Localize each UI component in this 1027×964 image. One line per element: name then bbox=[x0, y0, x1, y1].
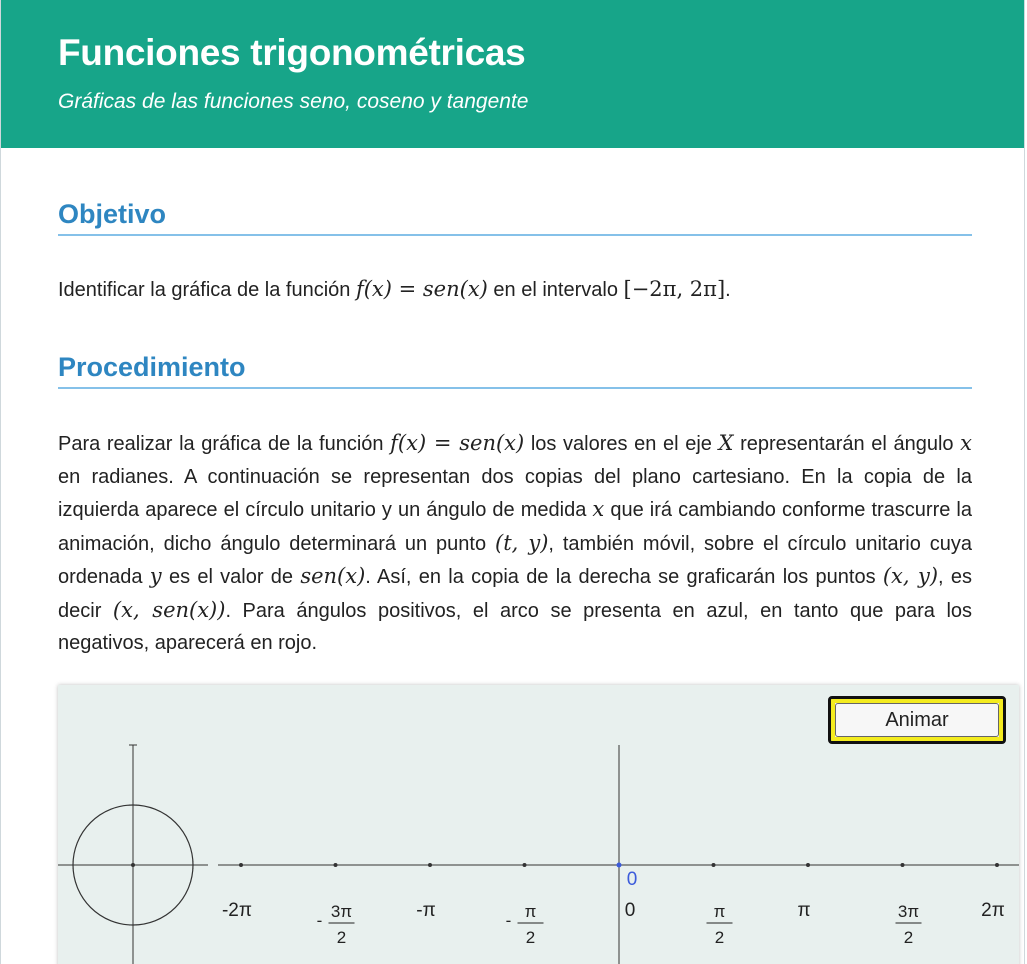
tick-label: -2π bbox=[221, 900, 253, 921]
proc-text-2: los valores en el eje bbox=[524, 433, 719, 455]
proc-math-7: sen(x) bbox=[300, 564, 366, 588]
proc-text-4: en radianes. A continuación se representan dos copias del plano cartesiano. En la copia de la izquierda aparece el círculo unitario y un ángulo de medida bbox=[58, 465, 972, 521]
objetivo-math-function: f(x) = sen(x) bbox=[355, 277, 488, 301]
tick-point bbox=[806, 863, 810, 867]
proc-text-8: . Así, en la copia de la derecha se graficarán los puntos bbox=[365, 566, 883, 588]
origin-label: 0 bbox=[626, 869, 638, 890]
proc-math-9: (x, sen(x)) bbox=[112, 597, 226, 622]
tick-label-denominator: 2 bbox=[903, 928, 914, 947]
proc-math-4: x bbox=[592, 497, 605, 521]
unit-circle-plane bbox=[58, 745, 208, 964]
tick-label-numerator: π bbox=[713, 902, 726, 921]
tick-point bbox=[428, 863, 432, 867]
proc-text-9: , es decir bbox=[58, 566, 972, 622]
objetivo-paragraph bbox=[58, 273, 972, 307]
procedimiento-paragraph bbox=[58, 427, 972, 660]
proc-math-1: f(x) = sen(x) bbox=[390, 431, 525, 455]
tick-point bbox=[523, 863, 527, 867]
tick-point bbox=[334, 863, 338, 867]
proc-text-3: representarán el ángulo bbox=[733, 433, 961, 455]
tick-label: -π bbox=[416, 900, 436, 921]
tick-label-numerator: 3π bbox=[897, 902, 920, 921]
tick-point bbox=[901, 863, 905, 867]
tick-label-denominator: 2 bbox=[336, 928, 347, 947]
geogebra-applet[interactable] bbox=[58, 685, 1019, 964]
objetivo-text-2: en el intervalo bbox=[487, 279, 624, 301]
tick-point bbox=[995, 863, 999, 867]
proc-math-8: (x, y) bbox=[882, 564, 939, 588]
proc-math-2: X bbox=[718, 431, 734, 455]
tick-label-denominator: 2 bbox=[714, 928, 725, 947]
tick-label-numerator: 3π bbox=[330, 902, 353, 921]
tick-label: 0 bbox=[624, 900, 636, 921]
animate-button[interactable] bbox=[828, 696, 1006, 744]
proc-text-10: . Para ángulos positivos, el arco se presenta en azul, en tanto que para los negativos, aparecerá en rojo. bbox=[58, 599, 973, 654]
section-title-objetivo: Objetivo bbox=[58, 199, 972, 236]
tick-point bbox=[239, 863, 243, 867]
animate-button-label: Animar bbox=[835, 703, 999, 737]
section-title-procedimiento: Procedimiento bbox=[58, 352, 972, 389]
proc-math-5: (t, y) bbox=[495, 530, 549, 555]
proc-text-1: Para realizar la gráfica de la función bbox=[58, 433, 391, 455]
objetivo-text-1: Identificar la gráfica de la función bbox=[58, 279, 356, 301]
tick-label-sign: - bbox=[316, 911, 323, 930]
tick-label: π bbox=[797, 900, 811, 921]
x-axis-tick-labels bbox=[222, 900, 1005, 947]
tick-label-numerator: π bbox=[524, 902, 537, 921]
origin-point bbox=[617, 863, 622, 868]
proc-text-6: , también móvil, sobre el círculo unitario cuya ordenada bbox=[58, 532, 972, 588]
tick-label-denominator: 2 bbox=[525, 928, 536, 947]
tick-point bbox=[712, 863, 716, 867]
page-subtitle: Gráficas de las funciones seno, coseno y tangente bbox=[58, 90, 529, 113]
page-header bbox=[1, 0, 1025, 148]
tick-label-sign: - bbox=[505, 911, 512, 930]
proc-math-3: x bbox=[960, 431, 972, 455]
proc-text-7: es el valor de bbox=[161, 566, 301, 588]
proc-text-5: que irá cambiando conforme trascurre la animación, dicho ángulo determinará un punto bbox=[58, 499, 973, 555]
tick-label: 2π bbox=[981, 900, 1005, 921]
objetivo-math-interval: [−2π, 2π] bbox=[623, 277, 726, 301]
objetivo-text-3: . bbox=[725, 279, 731, 301]
page-title: Funciones trigonométricas bbox=[58, 32, 526, 73]
proc-math-6: y bbox=[149, 564, 162, 588]
sine-plane bbox=[218, 745, 1019, 964]
left-origin-point bbox=[131, 863, 135, 867]
